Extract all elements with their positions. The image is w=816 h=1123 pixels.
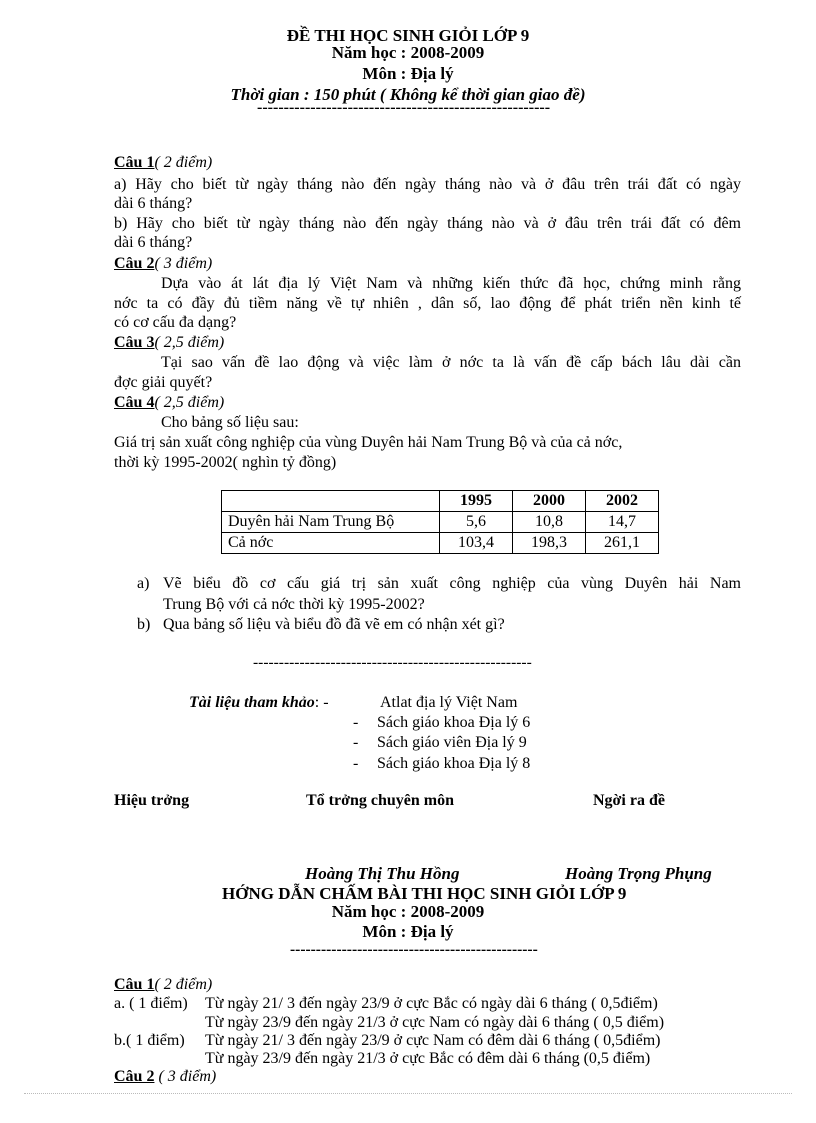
- answer-subject: Môn : Địa lý: [362, 922, 454, 941]
- q2-points: ( 3 điểm): [154, 255, 213, 272]
- reference-dash: -: [353, 734, 359, 751]
- answer-a-line2: Từ ngày 23/9 đến ngày 21/3 ở cực Nam có ngày dài 6 tháng ( 0,5 điểm): [205, 1014, 665, 1031]
- q2-line1: Dựa vào át lát địa lý Việt Nam và những kiến thức đã học, chứng minh rằng: [161, 275, 741, 292]
- answer-a-prefix: a. ( 1 điểm): [114, 995, 188, 1012]
- q2-line3: có cơ cấu đa dạng?: [114, 314, 237, 331]
- q3-label: Câu 3: [114, 334, 155, 351]
- table-row: [222, 512, 659, 533]
- exam-time: Thời gian : 150 phút ( Không kể thời gian giao đề): [230, 85, 586, 104]
- q1-a-line2: dài 6 tháng?: [114, 195, 193, 212]
- table-header-cell: 2000: [513, 491, 586, 512]
- q1-b-line2: dài 6 tháng?: [114, 234, 193, 251]
- signature-author: Ngời ra đề: [593, 792, 665, 809]
- q4-b-line: Qua bảng số liệu và biểu đồ đã vẽ em có nhận xét gì?: [163, 616, 505, 633]
- table-cell: 198,3: [513, 533, 586, 554]
- q3-points: ( 2,5 điểm): [154, 334, 225, 351]
- exam-title: ĐỀ THI HỌC SINH GIỎI LỚP 9: [286, 26, 530, 45]
- q1-label: Câu 1: [114, 154, 155, 171]
- table-cell: 10,8: [513, 512, 586, 533]
- q1-b-line1: b) Hãy cho biết từ ngày tháng nào đến ngày tháng nào và ở đâu trên trái đất có đêm: [114, 215, 741, 232]
- signature-principal: Hiệu trởng: [114, 792, 190, 809]
- reference-dash: -: [353, 755, 359, 772]
- q1-points: ( 2 điểm): [154, 154, 213, 171]
- answer-year: Năm học : 2008-2009: [331, 902, 485, 921]
- table-cell: Cả nớc: [222, 533, 440, 554]
- reference-item: Atlat địa lý Việt Nam: [380, 694, 518, 711]
- q4-b-marker: b): [137, 616, 151, 633]
- signer-name-2: Hoàng Trọng Phụng: [565, 864, 712, 883]
- answer-b-prefix: b.( 1 điểm): [114, 1032, 185, 1049]
- answer-q1-points: ( 2 điểm): [154, 976, 213, 993]
- answer-q1-label: Câu 1: [114, 976, 155, 993]
- answer-q2-points: ( 3 điểm): [154, 1068, 217, 1085]
- table-header-cell: 1995: [440, 491, 513, 512]
- reference-dash: -: [353, 714, 359, 731]
- references-label: Tài liệu tham khảo: [189, 694, 315, 711]
- subject-value: Địa lý: [410, 64, 454, 83]
- q4-intro: Cho bảng số liệu sau:: [161, 414, 299, 431]
- q4-heading: [114, 395, 224, 411]
- table-cell: 261,1: [586, 533, 659, 554]
- answer-title: HỚNG DẪN CHẤM BÀI THI HỌC SINH GIỎI LỚP 9: [222, 884, 627, 903]
- reference-item: Sách giáo khoa Địa lý 6: [377, 714, 531, 731]
- table-row: [222, 533, 659, 554]
- page-bottom-border: [24, 1093, 792, 1094]
- answer-b-line1: Từ ngày 21/ 3 đến ngày 23/9 ở cực Nam có đêm dài 6 tháng ( 0,5điểm): [205, 1032, 661, 1049]
- signature-dept-head: Tổ trởng chuyên môn: [306, 792, 454, 809]
- q2-label: Câu 2: [114, 255, 155, 272]
- q4-a-marker: a): [137, 575, 150, 592]
- q3-line2: đợc giải quyết?: [114, 374, 213, 391]
- q1-heading: [114, 155, 212, 171]
- answer-b-line2: Từ ngày 23/9 đến ngày 21/3 ở cực Bắc có đêm dài 6 tháng (0,5 điểm): [205, 1050, 651, 1067]
- table-header-row: [222, 491, 659, 512]
- table-cell: Duyên hải Nam Trung Bộ: [222, 512, 440, 533]
- q1-a-line1: a) Hãy cho biết từ ngày tháng nào đến ngày tháng nào và ở đâu trên trái đất có ngày: [114, 176, 741, 193]
- table-cell: 14,7: [586, 512, 659, 533]
- q4-desc-line2: thời kỳ 1995-2002( nghìn tỷ đồng): [114, 454, 337, 471]
- q4-label: Câu 4: [114, 394, 155, 411]
- q2-line2: nớc ta có đầy đủ tiềm năng về tự nhiên , dân số, lao động để phát triển nền kinh tế: [114, 295, 741, 312]
- references-heading: [189, 695, 329, 711]
- q4-points: ( 2,5 điểm): [154, 394, 225, 411]
- q4-a-line1: Vẽ biểu đồ cơ cấu giá trị sản xuất công nghiệp của vùng Duyên hải Nam: [163, 575, 741, 592]
- table-header-cell: 2002: [586, 491, 659, 512]
- answer-q2-heading: [114, 1069, 216, 1085]
- answer-divider: ------------------------------------------------: [290, 941, 538, 958]
- exam-subject: [0, 65, 816, 82]
- subject-label: Môn :: [362, 64, 411, 83]
- table-header-cell: [222, 491, 440, 512]
- q3-heading: [114, 335, 224, 351]
- header-divider: -------------------------------------------------------: [257, 99, 551, 116]
- q2-heading: [114, 256, 212, 272]
- table-cell: 5,6: [440, 512, 513, 533]
- production-table: [221, 490, 659, 554]
- answer-q1-heading: [114, 977, 212, 993]
- reference-item: Sách giáo khoa Địa lý 8: [377, 755, 531, 772]
- exam-year: Năm học : 2008-2009: [331, 43, 485, 62]
- answer-a-line1: Từ ngày 21/ 3 đến ngày 23/9 ở cực Bắc có ngày dài 6 tháng ( 0,5điểm): [205, 995, 658, 1012]
- q4-desc-line1: Giá trị sản xuất công nghiệp của vùng Duyên hải Nam Trung Bộ và của cả nớc,: [114, 434, 623, 451]
- section-separator: ------------------------------------------------------: [253, 654, 532, 671]
- signer-name-1: Hoàng Thị Thu Hồng: [305, 864, 460, 883]
- references-colon: : -: [314, 694, 329, 711]
- q3-line1: Tại sao vấn đề lao động và việc làm ở nớc ta là vấn đề cấp bách lâu dài cần: [161, 354, 741, 371]
- reference-item: Sách giáo viên Địa lý 9: [377, 734, 527, 751]
- q4-a-line2: Trung Bộ với cả nớc thời kỳ 1995-2002?: [163, 596, 425, 613]
- answer-q2-label: Câu 2: [114, 1068, 155, 1085]
- table-cell: 103,4: [440, 533, 513, 554]
